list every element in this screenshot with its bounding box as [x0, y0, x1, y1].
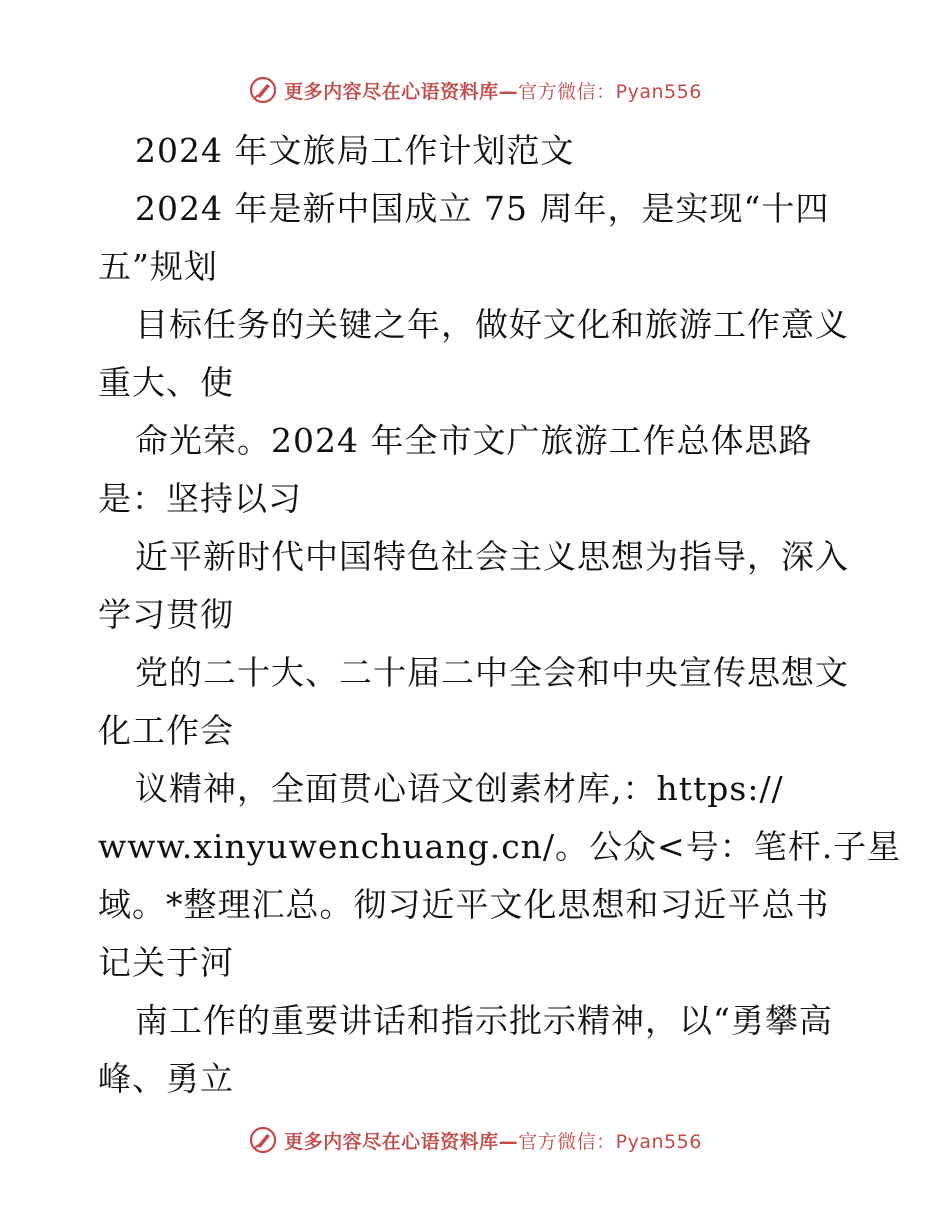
- header-watermark-banner: [0, 70, 950, 110]
- paragraph-line: 2024 年是新中国成立 75 周年，是实现“十四: [135, 189, 830, 228]
- footer-watermark-banner: [0, 1120, 950, 1160]
- paragraph-line: 是：坚持以习: [98, 479, 302, 518]
- paragraph-line: 党的二十大、二十届二中全会和中央宣传思想文: [135, 653, 849, 692]
- paragraph-line: 五”规划: [98, 247, 218, 286]
- paragraph-line: 峰、勇立: [98, 1059, 234, 1098]
- paragraph-line: 学习贯彻: [98, 595, 234, 634]
- document-title: 2024 年文旅局工作计划范文: [135, 131, 575, 170]
- paragraph-line: 命光荣。2024 年全市文广旅游工作总体思路: [135, 421, 813, 460]
- banner-text: 更多内容尽在心语资料库—官方微信：Pyan556: [284, 80, 702, 103]
- document-body: [98, 122, 902, 1108]
- paragraph-line: 记关于河: [98, 943, 234, 982]
- paragraph-line: 化工作会: [98, 711, 234, 750]
- paragraph-line: 域。*整理汇总。彻习近平文化思想和习近平总书: [98, 885, 830, 924]
- paragraph-line: www.xinyuwenchuang.cn/。公众<号：笔杆.子星: [98, 827, 902, 866]
- banner-text: 更多内容尽在心语资料库—官方微信：Pyan556: [284, 1130, 702, 1153]
- paragraph-line: 南工作的重要讲话和指示批示精神，以“勇攀高: [135, 1001, 833, 1040]
- quill-logo-icon: [248, 75, 278, 105]
- quill-logo-icon: [248, 1125, 278, 1155]
- paragraph-line: 近平新时代中国特色社会主义思想为指导，深入: [135, 537, 849, 576]
- paragraph-line: 议精神，全面贯心语文创素材库,：https://: [135, 769, 784, 808]
- paragraph-line: 重大、使: [98, 363, 234, 402]
- paragraph-line: 目标任务的关键之年，做好文化和旅游工作意义: [135, 305, 849, 344]
